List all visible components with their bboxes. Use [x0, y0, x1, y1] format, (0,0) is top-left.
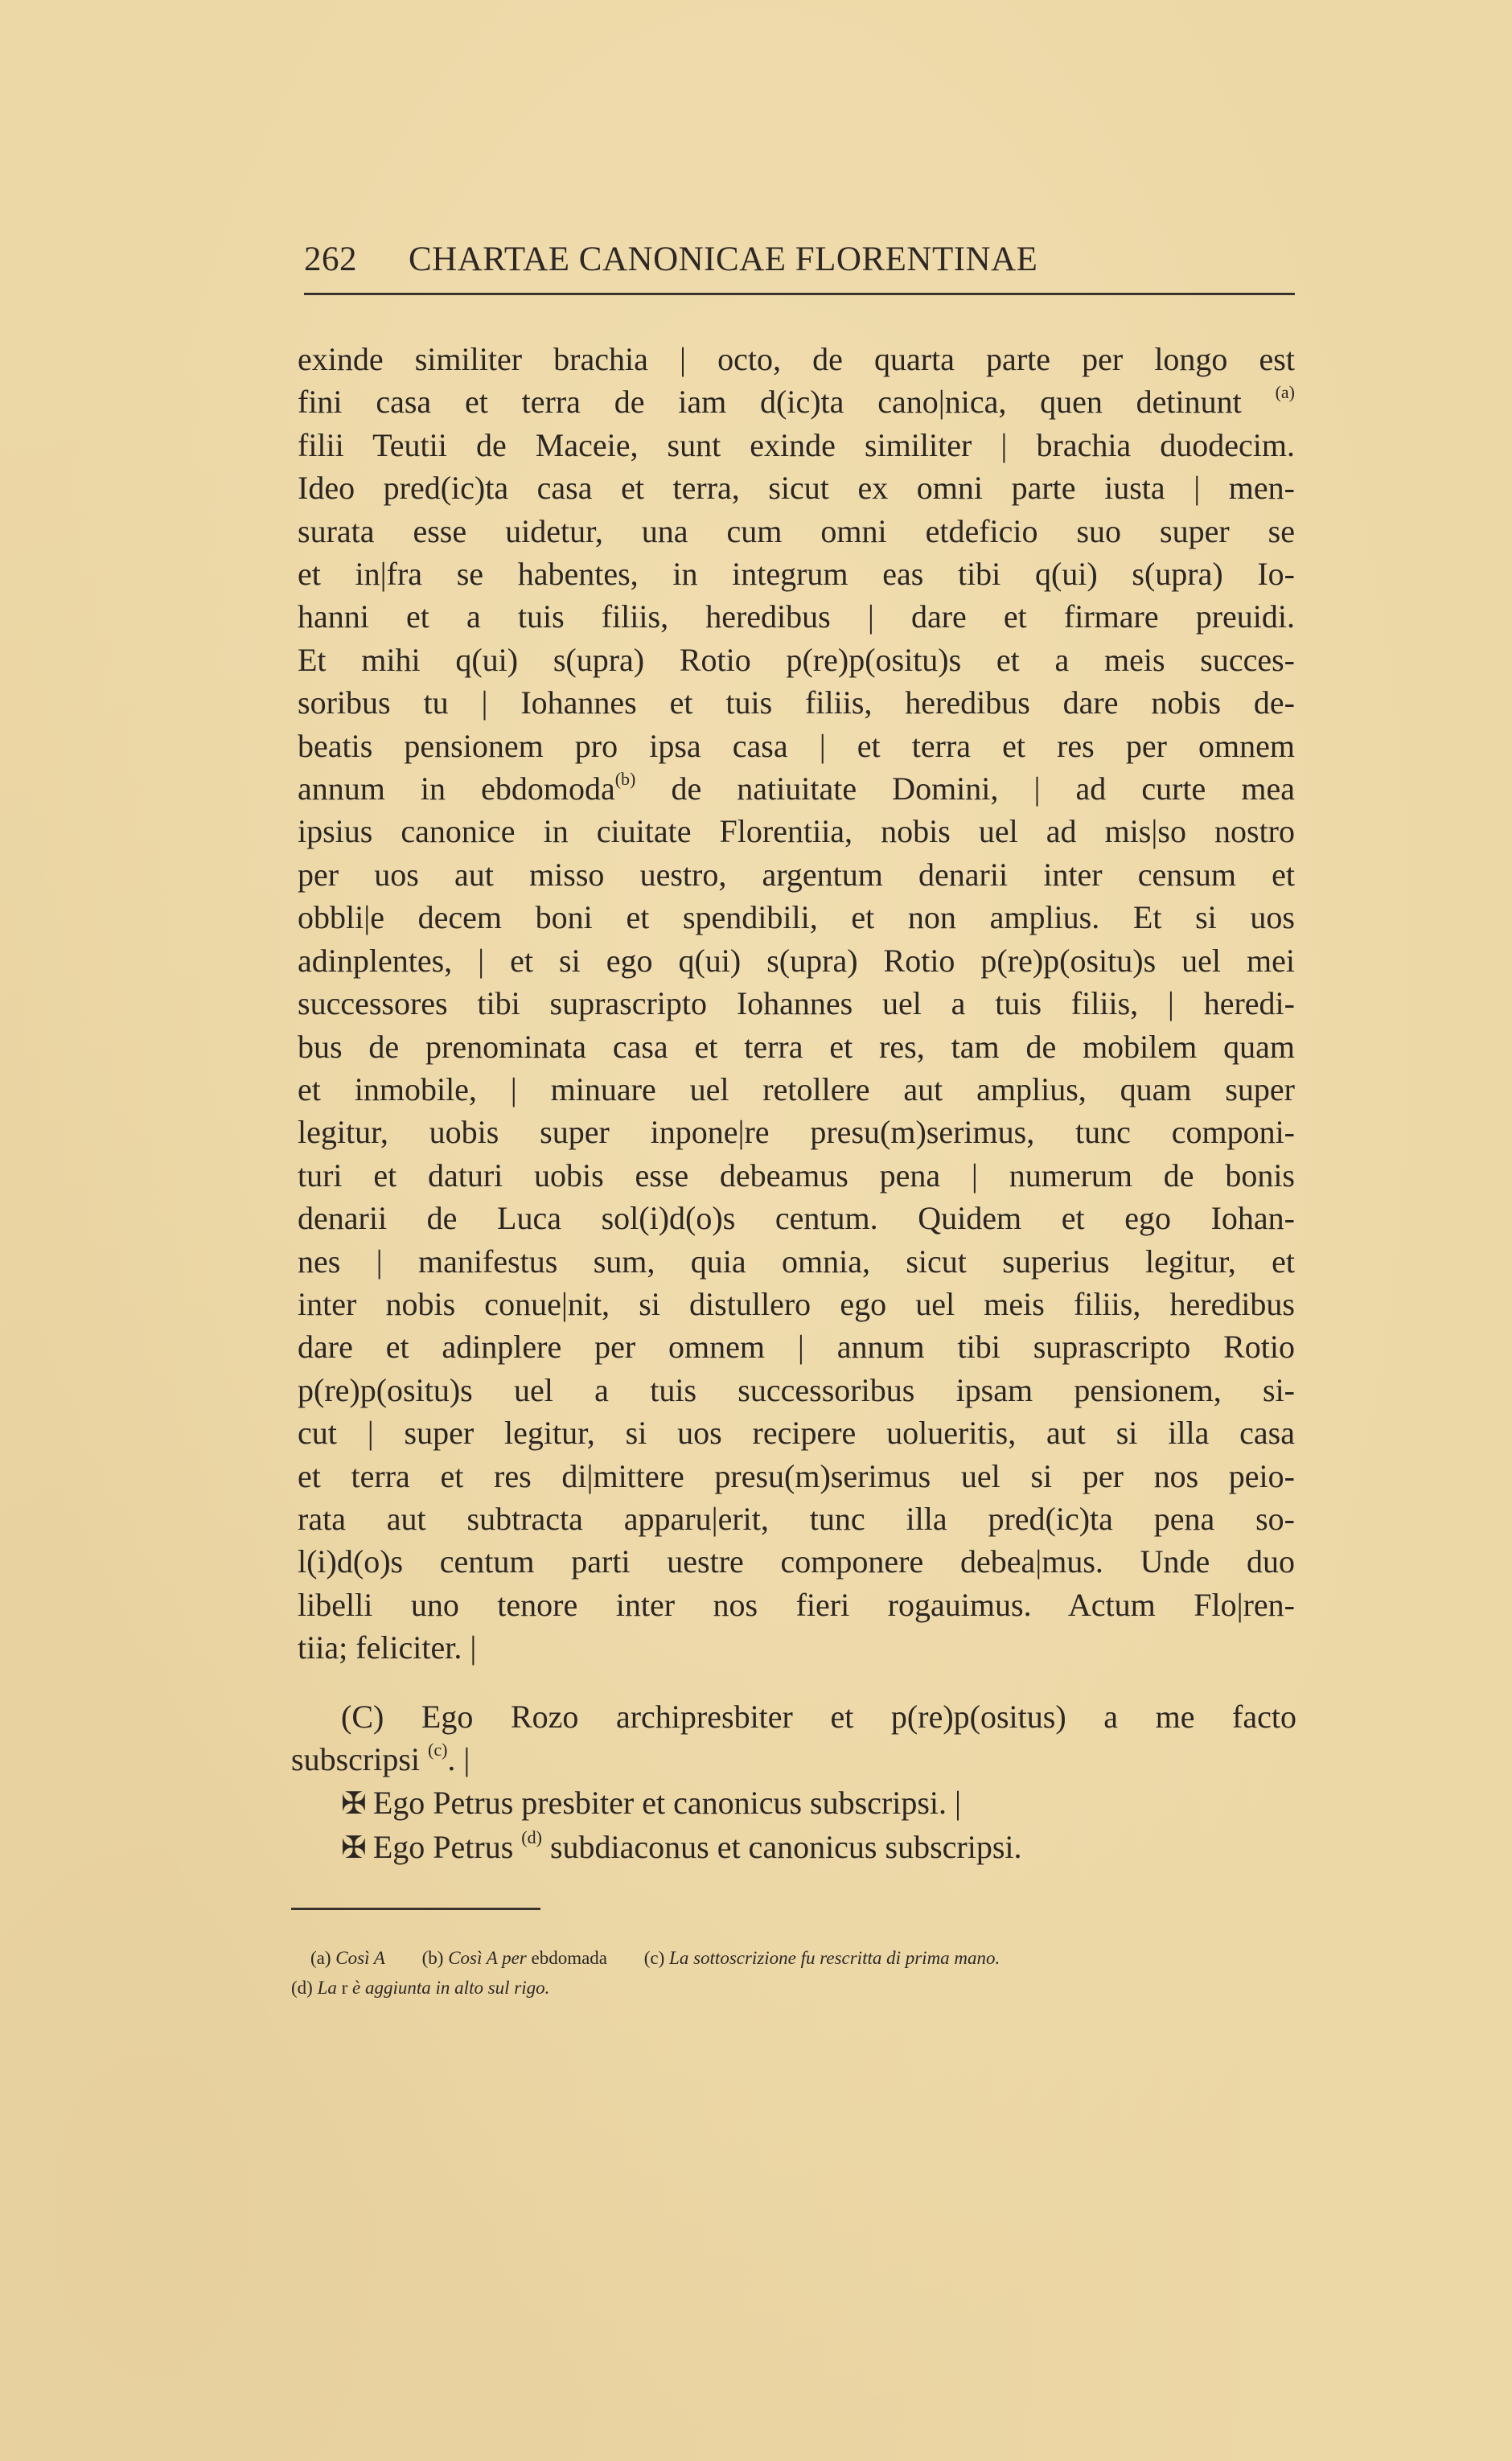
subscriptions-block	[291, 1695, 1296, 1871]
text-line: inter nobis conue|nit, si distullero ego uel meis filiis, heredibus	[298, 1285, 1295, 1322]
text-line: hanni et a tuis filiis, heredibus | dare et firmare preuidi.	[298, 598, 1295, 635]
header-rule	[304, 293, 1295, 295]
footnote-d: (d) La r è aggiunta in alto sul rigo.	[291, 1978, 550, 1998]
text-line: per uos aut misso uestro, argentum denarii inter censum et	[298, 856, 1295, 893]
text-line: surata esse uidetur, una cum omni etdeficio suo super se	[298, 512, 1295, 549]
text-line: l(i)d(o)s centum parti uestre componere debea|mus. Unde duo	[298, 1543, 1295, 1580]
text-line: adinplentes, | et si ego q(ui) s(upra) Rotio p(re)p(ositu)s uel mei	[298, 942, 1295, 979]
footnotes	[291, 1943, 1296, 2003]
text-line: nes | manifestus sum, quia omnia, sicut superius legitur, et	[298, 1243, 1295, 1280]
charter-body-text	[298, 338, 1295, 1670]
footnote-b: (b) Così A per ebdomada	[421, 1948, 608, 1968]
text-line: rata aut subtracta apparu|erit, tunc illa pred(ic)ta pena so-	[298, 1500, 1295, 1537]
text-line: p(re)p(ositu)s uel a tuis successoribus ipsam pensionem, si-	[298, 1371, 1295, 1408]
text-line: cut | super legitur, si uos recipere uolueritis, aut si illa casa	[298, 1415, 1295, 1452]
text-line: legitur, uobis super inpone|re presu(m)serimus, tunc componi-	[298, 1114, 1295, 1151]
subscription-petrus-presbiter: ✠ Ego Petrus presbiter et canonicus subscripsi. |	[341, 1784, 962, 1821]
subscription-rozo-cont: subscripsi $^{(c)}$. |	[291, 1740, 470, 1778]
footnote-rule	[291, 1908, 540, 1910]
cross-icon: ✠	[341, 1831, 367, 1866]
footnote-ref-c[interactable]: (c)	[428, 1740, 448, 1760]
footnote-ref-d[interactable]: (d)	[521, 1827, 542, 1848]
text-line: tiia; feliciter. |	[298, 1629, 477, 1666]
text-line: denarii de Luca sol(i)d(o)s centum. Quidem et ego Iohan-	[298, 1200, 1295, 1237]
text-line: et in|fra se habentes, in integrum eas tibi q(ui) s(upra) Io-	[298, 556, 1295, 593]
text-line: ipsius canonice in ciuitate Florentiia, nobis uel ad mis|so nostro	[298, 813, 1295, 850]
footnote-line	[291, 1943, 1296, 1973]
text-line: fini casa et terra de iam d(ic)ta cano|nica, quen detinunt $^{(a)}$	[298, 382, 1295, 421]
page-number: 262	[304, 240, 357, 278]
text-line: libelli uno tenore inter nos fieri rogauimus. Actum Flo|ren-	[298, 1586, 1295, 1623]
text-line: turi et daturi uobis esse debeamus pena | numerum de bonis	[298, 1157, 1295, 1194]
text-line: soribus tu | Iohannes et tuis filiis, heredibus dare nobis de-	[298, 684, 1295, 721]
footnote-c: (c) La sottoscrizione fu rescritta di prima mano.	[643, 1948, 1000, 1968]
footnote-ref-b[interactable]: (b)	[614, 769, 636, 790]
text-line: Et mihi q(ui) s(upra) Rotio p(re)p(ositu)s et a meis succes-	[298, 641, 1295, 678]
running-title: CHARTAE CANONICAE FLORENTINAE	[409, 240, 1038, 278]
text-line: annum in ebdomoda$^{(b)}$ de natiuitate Domini, | ad curte mea	[298, 769, 1295, 807]
text-line: bus de prenominata casa et terra et res, tam de mobilem quam	[298, 1028, 1295, 1065]
text-line: beatis pensionem pro ipsa casa | et terra et res per omnem	[298, 727, 1295, 764]
cross-icon: ✠	[341, 1786, 367, 1821]
text-line: dare et adinplere per omnem | annum tibi suprascripto Rotio	[298, 1329, 1295, 1366]
text-line: et terra et res di|mittere presu(m)serimus uel si per nos peio-	[298, 1457, 1295, 1494]
subscription-rozo: (C) Ego Rozo archipresbiter et p(re)p(ositus) a me facto	[341, 1699, 1296, 1735]
text-line: successores tibi suprascripto Iohannes uel a tuis filiis, | heredi-	[298, 985, 1295, 1022]
text-line: filii Teutii de Maceie, sunt exinde similiter | brachia duodecim.	[298, 426, 1295, 463]
text-line: obbli|e decem boni et spendibili, et non amplius. Et si uos	[298, 899, 1295, 936]
text-line: et inmobile, | minuare uel retollere aut amplius, quam super	[298, 1070, 1295, 1107]
footnote-line	[291, 1973, 1296, 2003]
running-head	[304, 240, 1037, 279]
text-line: exinde similiter brachia | octo, de quarta parte per longo est	[298, 341, 1295, 377]
footnote-a: (a) Così A	[310, 1948, 385, 1968]
text-line: Ideo pred(ic)ta casa et terra, sicut ex omni parte iusta | men-	[298, 470, 1295, 507]
subscription-petrus-subdiaconus: ✠ Ego Petrus $^{(d)}$ subdiaconus et canonicus subscripsi.	[341, 1827, 1022, 1866]
footnote-ref-a[interactable]: (a)	[1275, 382, 1295, 403]
